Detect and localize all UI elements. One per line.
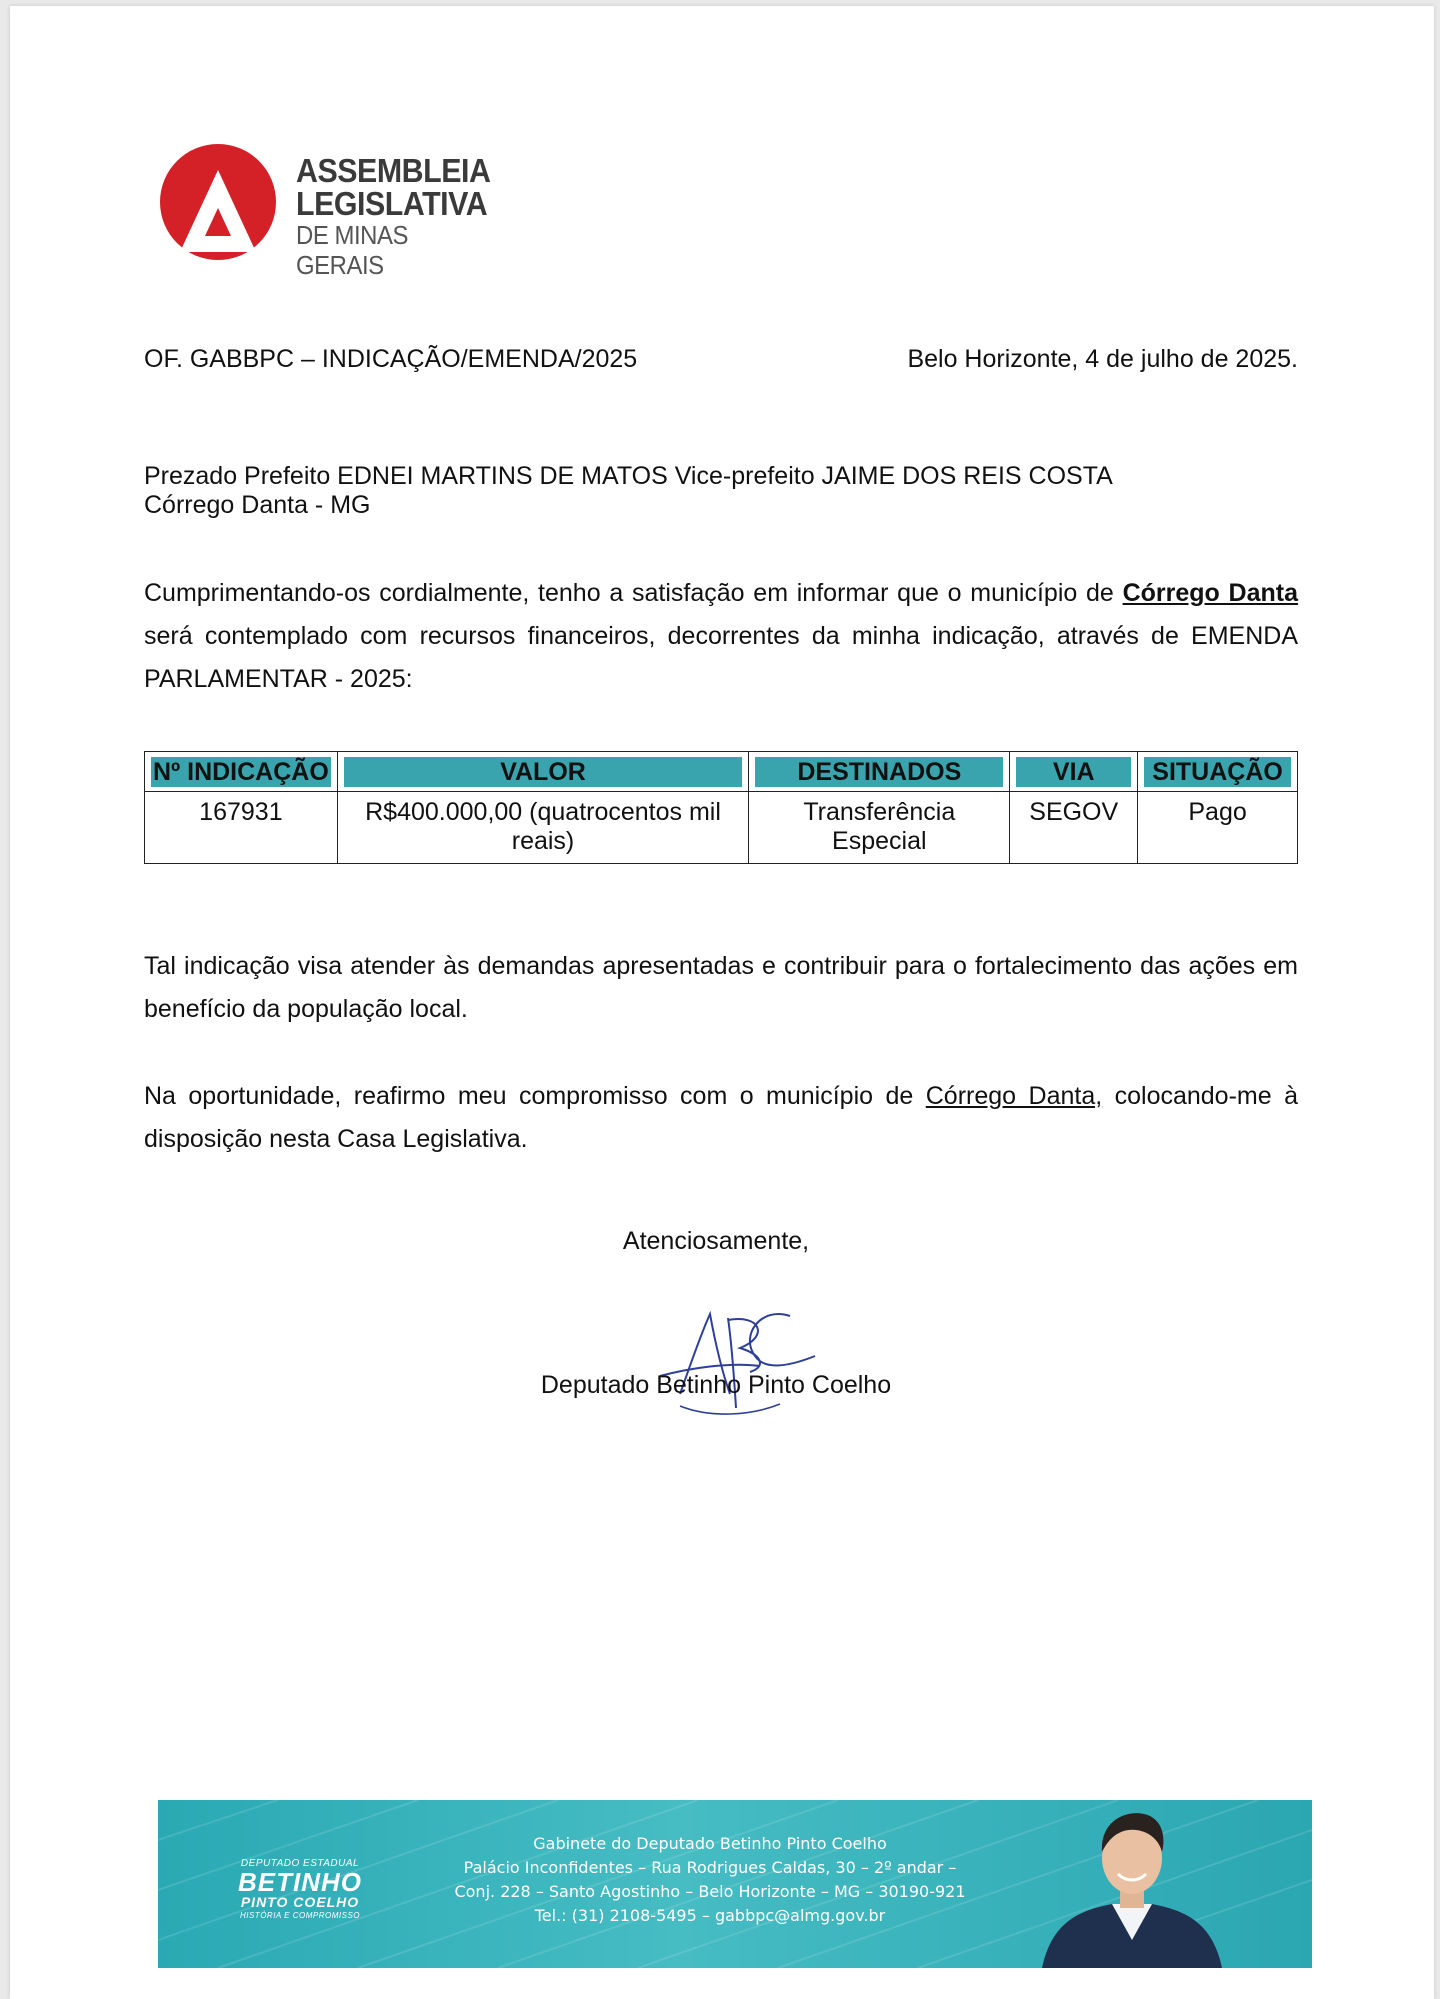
table-header-row	[145, 752, 1298, 792]
handwritten-signature	[640, 1296, 830, 1426]
municipality-underlined: Córrego Danta,	[925, 1082, 1103, 1110]
cell-valor: R$400.000,00 (quatrocentos mil reais)	[337, 792, 748, 864]
cell-situacao: Pago	[1138, 792, 1298, 864]
intro-paragraph	[144, 572, 1298, 701]
purpose-paragraph: Tal indicação visa atender às demandas apresentadas e contribuir para o fortalecimento das ações em benefício da população local.	[144, 952, 1298, 1023]
header-destinados: DESTINADOS	[749, 752, 1010, 792]
table-row	[145, 792, 1298, 864]
header-valor: VALOR	[337, 752, 748, 792]
deputy-brand-logo	[238, 1858, 362, 1922]
logo-line-3: DE MINAS GERAIS	[296, 220, 408, 280]
document-page	[10, 6, 1434, 1999]
reference-line	[144, 344, 1298, 374]
deputy-portrait	[1032, 1800, 1232, 1968]
brand-top: DEPUTADO ESTADUAL	[240, 1858, 360, 1869]
brand-tagline: HISTÓRIA E COMPROMISSO	[239, 1911, 361, 1920]
contact-info	[420, 1832, 1000, 1928]
addressee-block	[144, 462, 1113, 520]
brand-name: BETINHO	[238, 1867, 362, 1897]
commitment-text-before: Na oportunidade, reafirmo meu compromisso com o município de	[144, 1082, 926, 1110]
contact-line-2: Palácio Inconfidentes – Rua Rodrigues Caldas, 30 – 2º andar –	[463, 1858, 957, 1877]
assembleia-logo	[153, 144, 513, 280]
document-reference: OF. GABBPC – INDICAÇÃO/EMENDA/2025	[144, 345, 638, 373]
footer-banner	[158, 1800, 1312, 1968]
cell-indicacao: 167931	[145, 792, 338, 864]
municipality-highlight: Córrego Danta	[1122, 579, 1299, 607]
commitment-text-after: colocando-me à disposição nesta Casa Legislativa.	[144, 1082, 1298, 1153]
commitment-paragraph	[144, 1075, 1298, 1161]
signer-name: Deputado Betinho Pinto Coelho	[540, 1371, 892, 1399]
emenda-table	[144, 751, 1298, 864]
intro-text-after: será contemplado com recursos financeiros, decorrentes da minha indicação, através de EMENDA PARLAMENTAR - 2025:	[144, 622, 1298, 693]
cell-via: SEGOV	[1010, 792, 1138, 864]
header-via: VIA	[1010, 752, 1138, 792]
triangle-logo-icon	[153, 144, 283, 260]
header-situacao: SITUAÇÃO	[1138, 752, 1298, 792]
intro-text-before: Cumprimentando-os cordialmente, tenho a satisfação em informar que o município de	[144, 579, 1123, 607]
contact-line-3: Conj. 228 – Santo Agostinho – Belo Horizonte – MG – 30190-921	[454, 1882, 966, 1901]
brand-surname: PINTO COELHO	[240, 1894, 360, 1910]
contact-line-1: Gabinete do Deputado Betinho Pinto Coelho	[533, 1834, 887, 1853]
cell-destinados: Transferência Especial	[749, 792, 1010, 864]
addressee-line-1: Prezado Prefeito EDNEI MARTINS DE MATOS Vice-prefeito JAIME DOS REIS COSTA	[144, 462, 1113, 490]
salutation: Atenciosamente,	[622, 1227, 810, 1255]
logo-wordmark	[296, 154, 513, 280]
document-date: Belo Horizonte, 4 de julho de 2025.	[907, 345, 1298, 373]
logo-line-1: ASSEMBLEIA	[296, 152, 491, 189]
logo-line-2: LEGISLATIVA	[296, 185, 488, 222]
header-indicacao: Nº INDICAÇÃO	[145, 752, 338, 792]
contact-line-4: Tel.: (31) 2108-5495 – gabbpc@almg.gov.br	[534, 1906, 886, 1925]
addressee-line-2: Córrego Danta - MG	[144, 491, 371, 519]
